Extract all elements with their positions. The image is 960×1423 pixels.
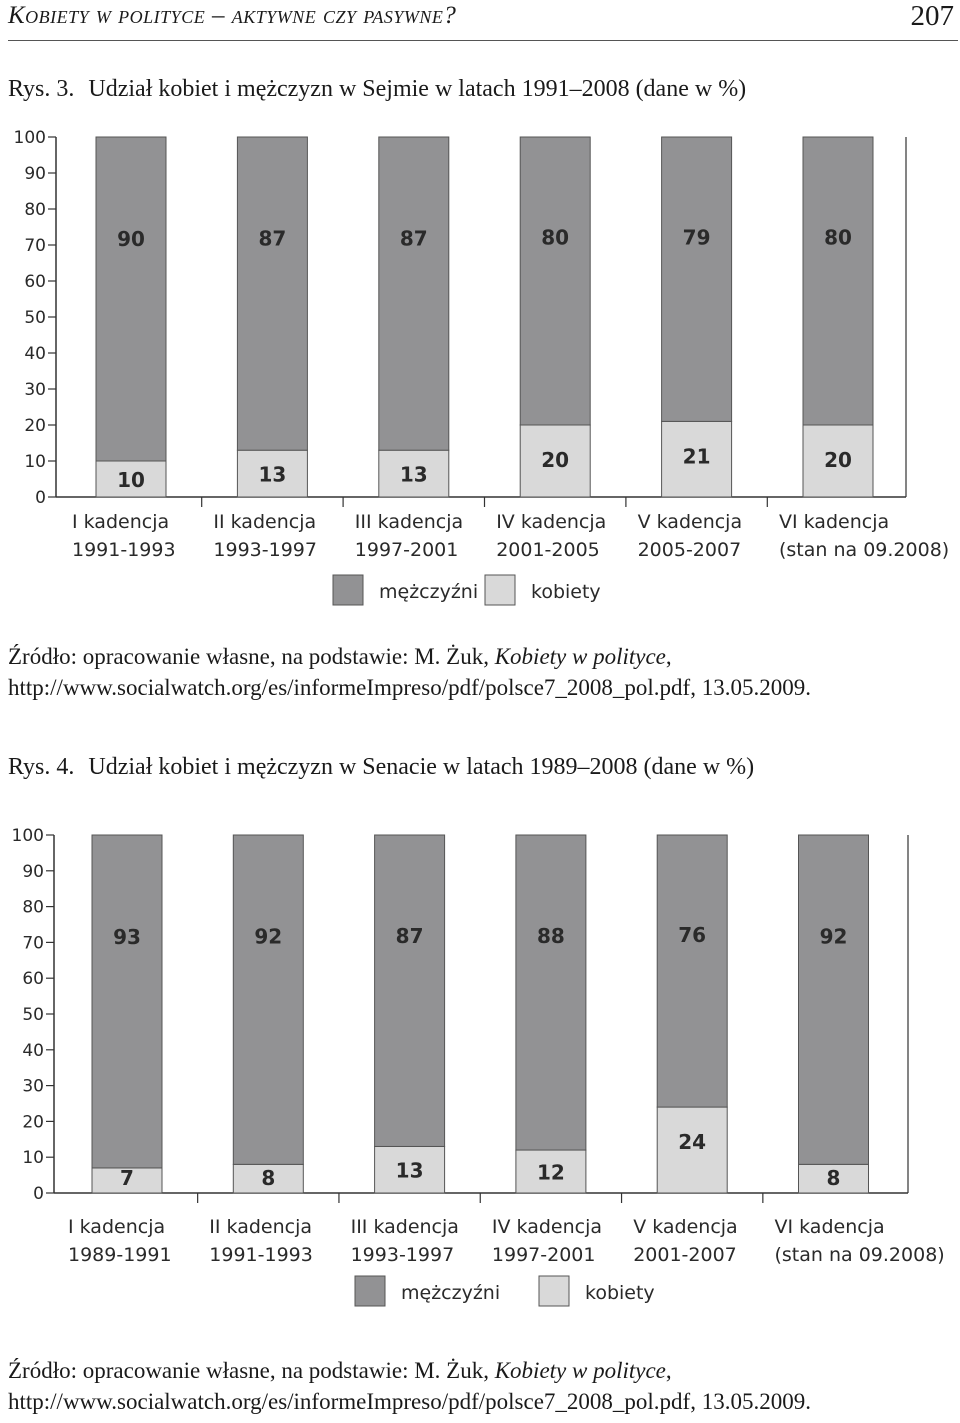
- category-label: V kadencja: [637, 511, 743, 533]
- legend-women-swatch: [539, 1276, 569, 1306]
- category-label: I kadencja: [72, 511, 170, 533]
- bar-men-label: 93: [113, 924, 141, 949]
- legend-men-swatch: [333, 575, 363, 605]
- page-header: [8, 0, 958, 41]
- category-label: I kadencja: [68, 1216, 166, 1238]
- bar-men-label: 80: [541, 225, 570, 250]
- bar-women-label: 20: [824, 448, 852, 472]
- bar-men: [516, 835, 586, 1150]
- bar-women-label: 8: [826, 1166, 841, 1190]
- figure-3-caption: [8, 76, 746, 103]
- category-label: V kadencja: [633, 1216, 738, 1238]
- y-tick-label: 100: [13, 128, 46, 148]
- bar-men-label: 92: [254, 924, 283, 949]
- source-suffix: , http://www.socialwatch.org/es/informeImpreso/pdf/polsce7_2008_pol.pdf, 13.05.2009.: [8, 644, 811, 700]
- bar-men: [92, 835, 162, 1168]
- bar-men: [662, 137, 732, 421]
- y-tick-label: 40: [24, 344, 46, 364]
- figure-3-source: [8, 641, 953, 703]
- legend-women-label: kobiety: [585, 1282, 655, 1304]
- bar-men-label: 87: [395, 924, 424, 949]
- figure-3-label: Rys. 3.: [8, 76, 75, 102]
- category-period: 2001-2005: [496, 539, 600, 561]
- y-tick-label: 80: [24, 200, 46, 220]
- bar-men-label: 87: [399, 226, 428, 251]
- bar-men: [803, 137, 873, 425]
- bar-women-label: 24: [678, 1130, 707, 1155]
- y-tick-label: 20: [22, 1112, 44, 1133]
- category-period: (stan na 09.2008): [779, 539, 950, 561]
- legend-men-swatch: [355, 1276, 385, 1306]
- bar-women-label: 8: [261, 1166, 276, 1190]
- figure-4-title: Udział kobiet i mężczyzn w Senacie w latach 1989–2008 (dane w %): [88, 754, 755, 780]
- source-prefix: Źródło: opracowanie własne, na podstawie: M. Żuk,: [8, 1358, 495, 1383]
- category-period: 1989-1991: [68, 1244, 172, 1266]
- source-title: Kobiety w polityce: [494, 644, 666, 669]
- category-period: 1991-1993: [209, 1244, 313, 1266]
- y-tick-label: 100: [11, 826, 44, 846]
- legend-men-label: mężczyźni: [379, 581, 479, 603]
- bar-men-label: 92: [819, 924, 848, 949]
- bar-women-label: 21: [682, 444, 711, 469]
- bar-men: [799, 835, 869, 1164]
- bar-women-label: 10: [117, 468, 145, 492]
- y-tick-label: 50: [24, 308, 46, 328]
- figure-4-chart: [0, 815, 960, 1335]
- bar-men: [657, 835, 727, 1107]
- bar-women-label: 20: [541, 448, 570, 472]
- y-tick-label: 0: [33, 1184, 44, 1204]
- category-label: IV kadencja: [496, 511, 607, 533]
- y-tick-label: 0: [35, 488, 46, 508]
- figure-3-title: Udział kobiet i mężczyzn w Sejmie w latach 1991–2008 (dane w %): [88, 76, 747, 102]
- category-period: 2001-2007: [633, 1244, 737, 1266]
- category-label: IV kadencja: [491, 1216, 603, 1238]
- source-suffix: , http://www.socialwatch.org/es/informeImpreso/pdf/polsce7_2008_pol.pdf, 13.05.2009.: [8, 1358, 811, 1414]
- bar-men: [520, 137, 590, 425]
- category-label: II kadencja: [209, 1216, 313, 1238]
- source-title: Kobiety w polityce: [494, 1358, 666, 1383]
- bar-men-label: 79: [682, 225, 711, 250]
- y-tick-label: 70: [24, 236, 46, 256]
- figure-4-caption: [8, 754, 754, 781]
- bar-women-label: 13: [399, 462, 428, 487]
- bar-men: [237, 137, 307, 450]
- bar-men-label: 88: [536, 924, 565, 949]
- bar-men: [379, 137, 449, 450]
- figure-4-label: Rys. 4.: [8, 754, 75, 780]
- y-tick-label: 80: [22, 897, 44, 918]
- y-tick-label: 90: [22, 861, 44, 882]
- y-tick-label: 50: [22, 1005, 44, 1025]
- y-tick-label: 40: [22, 1040, 44, 1061]
- bar-men: [96, 137, 166, 461]
- y-tick-label: 20: [24, 416, 46, 436]
- y-tick-label: 10: [22, 1148, 44, 1169]
- running-title: Kobiety w polityce – aktywne czy pasywne?: [8, 2, 457, 29]
- bar-men-label: 80: [824, 225, 852, 250]
- y-tick-label: 10: [24, 452, 46, 472]
- bar-men-label: 90: [117, 226, 145, 251]
- y-tick-label: 70: [22, 933, 44, 954]
- bar-women-label: 13: [395, 1158, 424, 1183]
- y-tick-label: 90: [24, 164, 46, 184]
- source-prefix: Źródło: opracowanie własne, na podstawie: M. Żuk,: [8, 644, 495, 669]
- category-label: VI kadencja: [774, 1216, 885, 1238]
- figure-4-source: [8, 1355, 953, 1417]
- y-tick-label: 60: [22, 969, 44, 990]
- category-period: 1991-1993: [72, 539, 176, 561]
- legend-women-label: kobiety: [531, 581, 601, 603]
- category-label: II kadencja: [213, 511, 317, 533]
- bar-men: [375, 835, 445, 1146]
- category-period: 1993-1997: [350, 1244, 455, 1266]
- bar-women-label: 7: [120, 1166, 134, 1190]
- category-period: 2005-2007: [637, 539, 742, 561]
- category-period: 1997-2001: [354, 539, 459, 561]
- figure-3-chart: [0, 120, 960, 630]
- bar-men: [233, 835, 303, 1164]
- y-tick-label: 60: [24, 272, 46, 292]
- page-number: 207: [910, 0, 954, 32]
- category-period: 1997-2001: [491, 1244, 596, 1266]
- bar-men-label: 87: [258, 226, 287, 251]
- bar-women-label: 12: [536, 1160, 565, 1185]
- category-period: (stan na 09.2008): [774, 1244, 945, 1266]
- bar-women-label: 13: [258, 462, 287, 487]
- y-tick-label: 30: [22, 1076, 44, 1097]
- category-period: 1993-1997: [213, 539, 317, 561]
- bar-men-label: 76: [678, 922, 707, 947]
- y-tick-label: 30: [24, 380, 46, 400]
- category-label: VI kadencja: [779, 511, 890, 533]
- legend-women-swatch: [485, 575, 515, 605]
- legend-men-label: mężczyźni: [401, 1282, 501, 1304]
- category-label: III kadencja: [354, 511, 464, 533]
- category-label: III kadencja: [350, 1216, 459, 1238]
